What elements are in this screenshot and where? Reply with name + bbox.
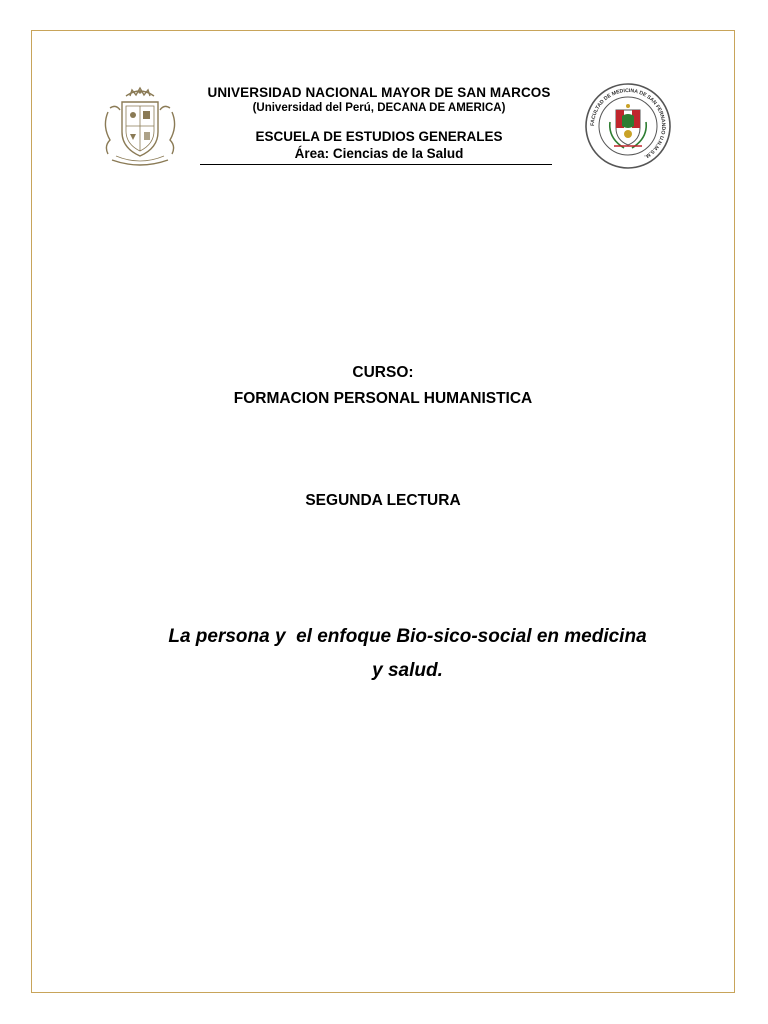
- university-subtitle: (Universidad del Perú, DECANA DE AMERICA): [252, 102, 506, 114]
- course-label: CURSO:: [352, 364, 414, 381]
- university-name: UNIVERSIDAD NACIONAL MAYOR DE SAN MARCOS: [207, 85, 551, 100]
- header: [200, 84, 558, 162]
- area-label: Área: Ciencias de la Salud: [294, 146, 464, 161]
- document-title: [110, 620, 705, 688]
- seal-ring-text: FACULTAD DE MEDICINA DE SAN FERNANDO U.N.M.S.M.: [589, 87, 667, 160]
- course-section: [31, 360, 735, 412]
- course-title: FORMACION PERSONAL HUMANISTICA: [233, 390, 533, 407]
- university-seal-icon: [96, 82, 184, 170]
- reading-label: SEGUNDA LECTURA: [305, 492, 461, 509]
- document-title-line1: La persona y el enfoque Bio-sico-social en medicina: [168, 626, 647, 647]
- page-border: [31, 30, 735, 993]
- document-title-line2: y salud.: [372, 660, 443, 681]
- header-divider: [200, 164, 552, 165]
- medicine-faculty-seal-icon: [584, 82, 672, 170]
- school-name: ESCUELA DE ESTUDIOS GENERALES: [255, 129, 503, 144]
